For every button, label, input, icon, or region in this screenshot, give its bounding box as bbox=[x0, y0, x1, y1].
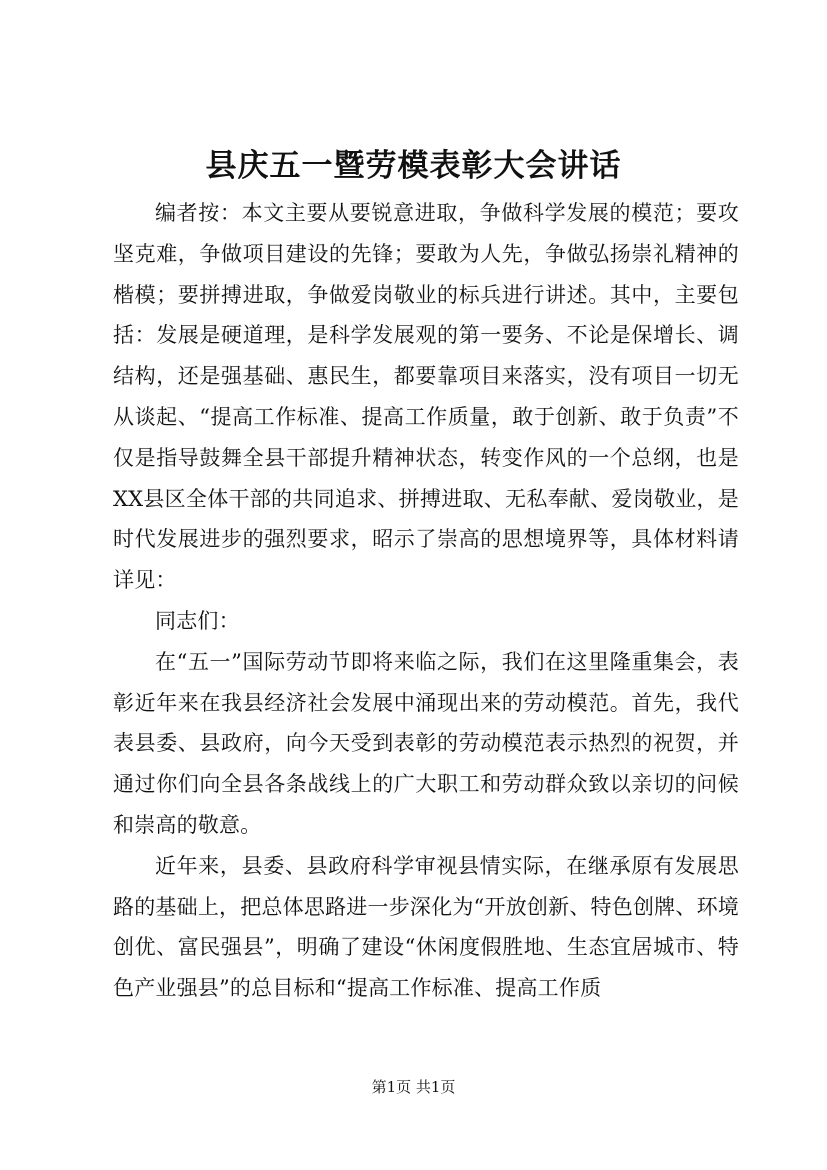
development-paragraph: 近年来，县委、县政府科学审视县情实际，在继承原有发展思路的基础上，把总体思路进一步深化为“开放创新、特色创牌、环境创优、富民强县”，明确了建设“休闲度假胜地、生态宜居城市、特色产业强县”的总目标和“提高工作标准、提高工作质 bbox=[113, 853, 739, 1001]
page-title: 县庆五一暨劳模表彰大会讲话 bbox=[205, 148, 622, 184]
editor-note-paragraph: 编者按：本文主要从要锐意进取，争做科学发展的模范；要攻坚克难，争做项目建设的先锋；要敢为人先，争做弘扬崇礼精神的楷模；要拼搏进取，争做爱岗敬业的标兵进行讲述。其中，主要包括：发展是硬道理，是科学发展观的第一要务、不论是保增长、调结构，还是强基础、惠民生，都要靠项目来落实，没有项目一切无从谈起、“提高工作标准、提高工作质量，敢于创新、敢于负责”不仅是指导鼓舞全县干部提升精神状态，转变作风的一个总纲，也是XX县区全体干部的共同追求、拼搏进取、无私奉献、爱岗敬业，是时代发展进步的强烈要求，昭示了崇高的思想境界等，具体材料请详见： bbox=[113, 201, 739, 593]
page-number-footer: 第1页 共1页 bbox=[371, 1078, 456, 1096]
salutation-paragraph: 同志们： bbox=[155, 608, 240, 633]
document-body bbox=[113, 193, 739, 1009]
opening-paragraph: 在“五一”国际劳动节即将来临之际，我们在这里隆重集会，表彰近年来在我县经济社会发展中涌现出来的劳动模范。首先，我代表县委、县政府，向今天受到表彰的劳动模范表示热烈的祝贺，并通过你们向全县各条战线上的广大职工和劳动群众致以亲切的问候和崇高的敬意。 bbox=[113, 649, 739, 837]
